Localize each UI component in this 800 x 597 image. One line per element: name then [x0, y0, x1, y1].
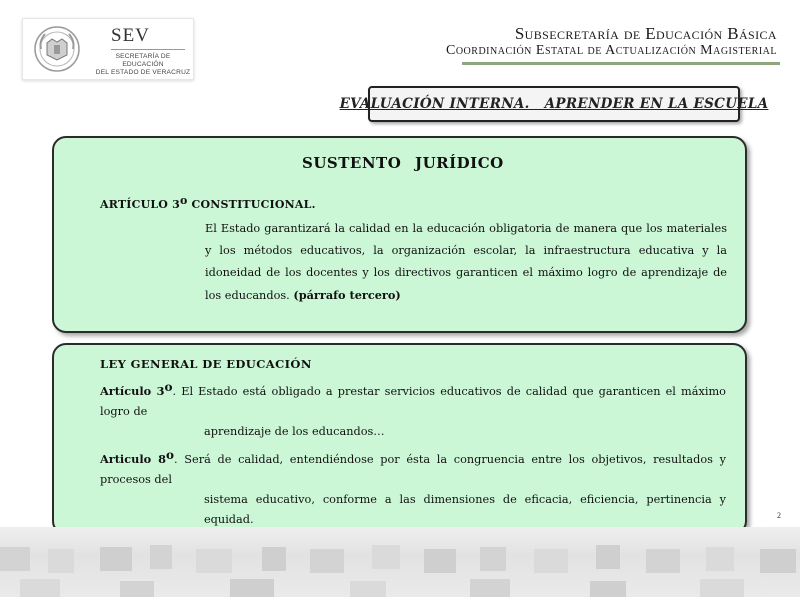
footer-tile — [0, 547, 30, 571]
veracruz-seal-icon — [33, 25, 81, 73]
legal-basis-panel — [52, 136, 747, 333]
article-3-label-text: Artículo 3 — [100, 384, 165, 398]
article-text: El Estado garantizará la calidad en la educación obligatoria de manera que los materiales y los métodos educativos, la organización escolar, la infraestructura educativa y la idoneidad de los docentes y los directivos garanticen el máximo logro de aprendizaje de los educandos. — [205, 222, 727, 302]
header-title: Subsecretaría de Educación Básica — [514, 24, 777, 43]
footer-tile — [350, 581, 386, 597]
logo-subtitle-line2: DEL ESTADO DE VERACRUZ — [95, 69, 191, 76]
footer-tile — [470, 579, 510, 597]
footer-tile — [700, 579, 744, 597]
footer-tile — [48, 549, 74, 573]
footer-tile — [310, 549, 344, 573]
article-heading — [100, 194, 316, 211]
footer-tile — [262, 547, 286, 571]
article-8-continuation-text: sistema educativo, conforme a las dimensiones de eficacia, eficiencia, pertinencia y equidad. — [204, 493, 726, 526]
article-suffix: CONSTITUCIONAL. — [187, 198, 316, 211]
footer-tile — [590, 581, 626, 597]
article-reference: (párrafo tercero) — [293, 288, 401, 302]
article-8-label-text: Articulo 8 — [100, 452, 167, 466]
article-3-label — [100, 380, 173, 398]
sev-logo — [22, 18, 194, 80]
footer-tile — [20, 579, 60, 597]
sev-wordmark: SEV — [111, 25, 150, 46]
slide-title-banner — [339, 86, 769, 122]
footer-tile — [534, 549, 568, 573]
footer-tile — [760, 549, 796, 573]
article-3-continuation: aprendizaje de los educandos… — [204, 425, 385, 438]
footer-tile — [424, 549, 456, 573]
article-body — [205, 218, 727, 307]
article-label: ARTÍCULO 3 — [100, 198, 180, 211]
article-8-text: . Será de calidad, entendiéndose por ésta la congruencia entre los objetivos, resultados y procesos del — [100, 453, 726, 486]
footer-tile — [150, 545, 172, 569]
logo-divider — [111, 49, 185, 50]
footer-tile — [372, 545, 400, 569]
footer-tile — [120, 581, 154, 597]
footer-tile — [100, 547, 132, 571]
article-superscript: o — [179, 194, 188, 207]
footer-tile — [196, 549, 232, 573]
logo-subtitle — [95, 53, 191, 77]
article-3-paragraph — [100, 377, 726, 442]
page-number: 2 — [777, 511, 781, 520]
logo-subtitle-line1: SECRETARÍA DE EDUCACIÓN — [115, 53, 171, 68]
header-rule — [462, 62, 780, 65]
panel-title: LEY GENERAL DE EDUCACIÓN — [100, 357, 312, 371]
article-8-superscript: o — [166, 448, 175, 462]
footer-tile — [646, 549, 680, 573]
footer-tile — [596, 545, 620, 569]
article-8-label — [100, 448, 175, 466]
article-3-superscript: o — [164, 380, 173, 394]
footer-tile — [706, 547, 734, 571]
header-subtitle: Coordinación Estatal de Actualización Magisterial — [446, 43, 777, 58]
panel-title: SUSTENTO JURÍDICO — [302, 154, 504, 172]
education-law-panel — [52, 343, 747, 535]
slide-title: EVALUACIÓN INTERNA. APRENDER EN LA ESCUELA — [339, 96, 769, 112]
footer-tile — [480, 547, 506, 571]
article-3-text: . El Estado está obligado a prestar servicios educativos de calidad que garanticen el máximo logro de — [100, 385, 726, 418]
footer-tile — [230, 579, 274, 597]
footer-decoration — [0, 527, 800, 597]
